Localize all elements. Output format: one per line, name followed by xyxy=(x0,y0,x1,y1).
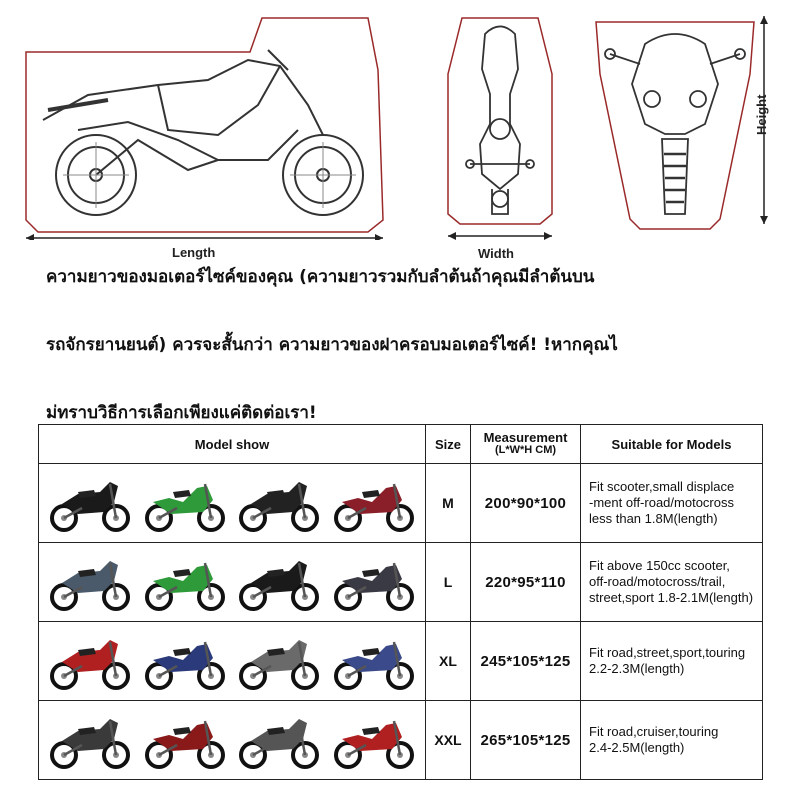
note-line-2: รถจักรยานยนต์) ควรจะสั้นกว่า ความยาวของฝาครอบมอเตอร์ไซค์! !หากคุณไ xyxy=(46,335,618,355)
measurement-cell: 220*95*110 xyxy=(471,543,581,622)
suitable-line: -ment off-road/motocross xyxy=(589,495,734,510)
suitable-cell xyxy=(581,622,763,701)
motorcycle-image xyxy=(143,630,227,692)
measurement-cell: 245*105*125 xyxy=(471,622,581,701)
motorcycle-image xyxy=(332,709,416,771)
measurement-cell: 265*105*125 xyxy=(471,701,581,780)
header-measurement xyxy=(471,425,581,464)
suitable-line: off-road/motocross/trail, xyxy=(589,574,726,589)
model-show-cell xyxy=(39,464,426,543)
header-size: Size xyxy=(426,425,471,464)
suitable-cell xyxy=(581,701,763,780)
front-view-cover-diagram xyxy=(590,14,760,236)
header-measurement-title: Measurement xyxy=(483,430,568,445)
suitable-line: Fit road,cruiser,touring xyxy=(589,724,719,739)
suitable-line: Fit above 150cc scooter, xyxy=(589,558,730,573)
height-label: Height xyxy=(754,94,769,135)
motorcycle-image xyxy=(48,472,132,534)
suitable-line: 2.2-2.3M(length) xyxy=(589,661,685,676)
size-cell: XL xyxy=(426,622,471,701)
suitable-cell xyxy=(581,543,763,622)
note-line-1: ความยาวของมอเตอร์ไซค์ของคุณ (ความยาวรวมกับลำต้นถ้าคุณมีลำต้นบน xyxy=(46,267,595,287)
table-row xyxy=(39,543,763,622)
table-row xyxy=(39,464,763,543)
size-chart-table xyxy=(38,424,763,780)
motorcycle-image xyxy=(237,551,321,613)
table-header-row xyxy=(39,425,763,464)
motorcycle-image xyxy=(332,630,416,692)
motorcycle-image xyxy=(332,551,416,613)
suitable-line: Fit road,street,sport,touring xyxy=(589,645,746,660)
header-suitable: Suitable for Models xyxy=(581,425,763,464)
motorcycle-image xyxy=(237,709,321,771)
motorcycle-image xyxy=(48,630,132,692)
suitable-cell xyxy=(581,464,763,543)
note-line-3: ม่ทราบวิธีการเลือกเพียงแค่ติดต่อเรา! xyxy=(46,403,317,423)
header-model-show: Model show xyxy=(39,425,426,464)
motorcycle-image xyxy=(332,472,416,534)
model-show-cell xyxy=(39,622,426,701)
model-show-cell xyxy=(39,701,426,780)
motorcycle-image xyxy=(48,709,132,771)
size-cell: XXL xyxy=(426,701,471,780)
motorcycle-image xyxy=(237,630,321,692)
table-row xyxy=(39,701,763,780)
header-measurement-unit: (L*W*H CM) xyxy=(494,444,557,456)
suitable-line: Fit scooter,small displace xyxy=(589,479,735,494)
size-cell: L xyxy=(426,543,471,622)
model-show-cell xyxy=(39,543,426,622)
motorcycle-image xyxy=(143,709,227,771)
motorcycle-image xyxy=(143,551,227,613)
suitable-line: less than 1.8M(length) xyxy=(589,511,718,526)
suitable-line: 2.4-2.5M(length) xyxy=(589,740,685,755)
motorcycle-image xyxy=(237,472,321,534)
width-label: Width xyxy=(478,246,514,261)
rear-view-cover-diagram xyxy=(440,14,560,246)
size-cell: M xyxy=(426,464,471,543)
table-row xyxy=(39,622,763,701)
motorcycle-image xyxy=(48,551,132,613)
suitable-line: street,sport 1.8-2.1M(length) xyxy=(589,590,754,605)
motorcycle-image xyxy=(143,472,227,534)
side-view-cover-diagram xyxy=(18,10,398,240)
measurement-cell: 200*90*100 xyxy=(471,464,581,543)
length-label: Length xyxy=(172,245,216,260)
